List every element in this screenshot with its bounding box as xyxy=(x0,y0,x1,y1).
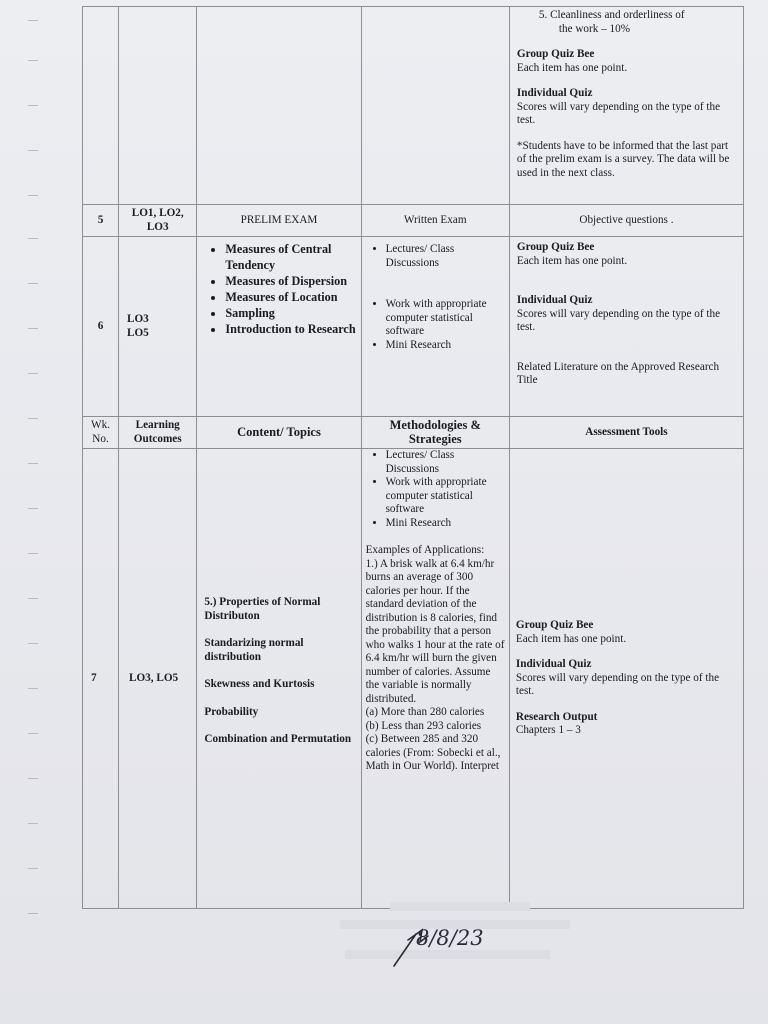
topic-item: • Measures of Central Tendency xyxy=(225,241,356,273)
signature-date: 8/8/23 xyxy=(416,926,484,950)
learning-outcomes xyxy=(119,237,197,417)
margin-tick xyxy=(28,868,38,869)
table-row-week-7 xyxy=(83,449,744,909)
week-number: 5 xyxy=(83,205,119,237)
margin-tick xyxy=(28,418,38,419)
margin-tick xyxy=(28,373,38,374)
margin-tick xyxy=(28,283,38,284)
learning-outcomes: LO1, LO2, LO3 xyxy=(119,205,197,237)
method-item: • Lectures/ Class Discussions xyxy=(386,449,505,476)
margin-tick xyxy=(28,553,38,554)
topic-combination-permutation: Combination and Permutation xyxy=(204,733,352,746)
content-topics xyxy=(197,449,361,909)
cell-assessment xyxy=(509,7,743,205)
margin-tick xyxy=(28,733,38,734)
assessment-tools xyxy=(509,237,743,417)
margin-tick xyxy=(28,105,38,106)
method-item: • Lectures/ Class Discussions xyxy=(386,243,505,270)
table-row-week-5 xyxy=(83,205,744,237)
assessment-tool: Objective questions . xyxy=(509,205,743,237)
research-output-title: Research Output xyxy=(515,710,598,723)
content-topic: PRELIM EXAM xyxy=(197,205,361,237)
method-item: • Mini Research xyxy=(386,339,505,353)
group-quiz-bee-title: Group Quiz Bee xyxy=(515,619,594,632)
show-through-text xyxy=(390,902,530,911)
individual-quiz-title: Individual Quiz xyxy=(515,658,592,671)
individual-quiz-text: Scores will vary depending on the type of the test. xyxy=(516,307,721,333)
margin-tick xyxy=(28,913,38,914)
criteria-item-5-cont: the work – 10% xyxy=(558,22,631,35)
methodology: Written Exam xyxy=(361,205,509,237)
option-c: (c) Between 285 and 320 calories (From: Sobecki et al., Math in Our World). Interpret xyxy=(365,733,501,772)
method-list xyxy=(366,243,505,352)
margin-tick xyxy=(28,60,38,61)
margin-tick xyxy=(28,328,38,329)
margin-tick xyxy=(28,20,38,21)
assessment-tools xyxy=(509,449,743,909)
header-content-topics: Content/ Topics xyxy=(197,417,361,449)
cell-methods xyxy=(361,7,509,205)
cell-week xyxy=(83,7,119,205)
group-quiz-bee-text: Each item has one point. xyxy=(515,632,627,645)
header-methodologies: Methodologies & Strategies xyxy=(361,417,509,449)
criteria-item-5: 5. Cleanliness and orderliness of xyxy=(538,9,685,21)
related-literature: Related Literature on the Approved Research Title xyxy=(516,360,720,386)
examples-title: Examples of Applications: xyxy=(365,544,485,556)
week-number: 6 xyxy=(83,237,119,417)
method-item: • Work with appropriate computer statistical software xyxy=(386,298,505,339)
header-learning-outcomes: Learning Outcomes xyxy=(119,417,197,449)
table-row-week-6 xyxy=(83,237,744,417)
margin-tick xyxy=(28,688,38,689)
week-number: 7 xyxy=(83,449,119,909)
topic-normal-distribution: 5.) Properties of Normal Distributon xyxy=(204,596,321,622)
group-quiz-bee-text: Each item has one point. xyxy=(516,61,628,74)
topic-item: • Measures of Dispersion xyxy=(225,273,356,289)
margin-tick xyxy=(28,195,38,196)
individual-quiz-text: Scores will vary depending on the type of the test. xyxy=(515,671,720,698)
content-topics xyxy=(197,237,361,417)
margin-tick xyxy=(28,238,38,239)
individual-quiz-title: Individual Quiz xyxy=(516,294,593,306)
outcome-lo3: LO3 xyxy=(127,313,149,325)
research-output-text: Chapters 1 – 3 xyxy=(515,724,581,737)
method-item: • Mini Research xyxy=(386,517,505,531)
margin-tick xyxy=(28,598,38,599)
topic-skewness-kurtosis: Skewness and Kurtosis xyxy=(204,678,315,691)
topic-item: • Measures of Location xyxy=(225,289,356,305)
syllabus-table xyxy=(82,6,744,909)
option-a: (a) More than 280 calories xyxy=(365,706,485,718)
methodologies xyxy=(361,449,509,909)
topic-list xyxy=(201,241,356,337)
cell-content xyxy=(197,7,361,205)
survey-note: *Students have to be informed that the last part of the prelim exam is a survey. The data will be used in the next class. xyxy=(516,139,730,179)
group-quiz-bee-text: Each item has one point. xyxy=(516,254,628,267)
examples-text: 1.) A brisk walk at 6.4 km/hr burns an average of 300 calories per hour. If the standard deviation of the distribution is 8 calories, find the probability that a person who walks 1 hour at the rate of 6.4 km/hr will burn the given number of calories. Assume the variable is normally distributed. xyxy=(365,557,505,705)
show-through-text xyxy=(345,950,550,959)
individual-quiz-text: Scores will vary depending on the type of the test. xyxy=(516,100,721,126)
margin-tick xyxy=(28,823,38,824)
margin-tick xyxy=(28,508,38,509)
cell-outcomes xyxy=(119,7,197,205)
topic-item: • Introduction to Research xyxy=(225,321,356,337)
header-week-no: Wk. No. xyxy=(83,417,119,449)
method-list xyxy=(366,449,505,530)
header-assessment-tools: Assessment Tools xyxy=(509,417,743,449)
methodologies xyxy=(361,237,509,417)
margin-tick xyxy=(28,778,38,779)
group-quiz-bee-title: Group Quiz Bee xyxy=(516,48,595,60)
margin-tick xyxy=(28,150,38,151)
margin-tick xyxy=(28,643,38,644)
table-header-row xyxy=(83,417,744,449)
learning-outcomes: LO3, LO5 xyxy=(119,449,197,909)
topic-probability: Probability xyxy=(204,705,259,718)
method-item: • Work with appropriate computer statistical software xyxy=(386,476,505,517)
option-b: (b) Less than 293 calories xyxy=(365,719,482,732)
individual-quiz-title: Individual Quiz xyxy=(516,87,593,99)
topic-standardizing: Standarizing normal distribution xyxy=(204,637,304,663)
topic-item: • Sampling xyxy=(225,305,356,321)
margin-tick xyxy=(28,463,38,464)
table-row-continuation xyxy=(83,7,744,205)
outcome-lo5: LO5 xyxy=(127,326,149,339)
group-quiz-bee-title: Group Quiz Bee xyxy=(516,241,595,253)
